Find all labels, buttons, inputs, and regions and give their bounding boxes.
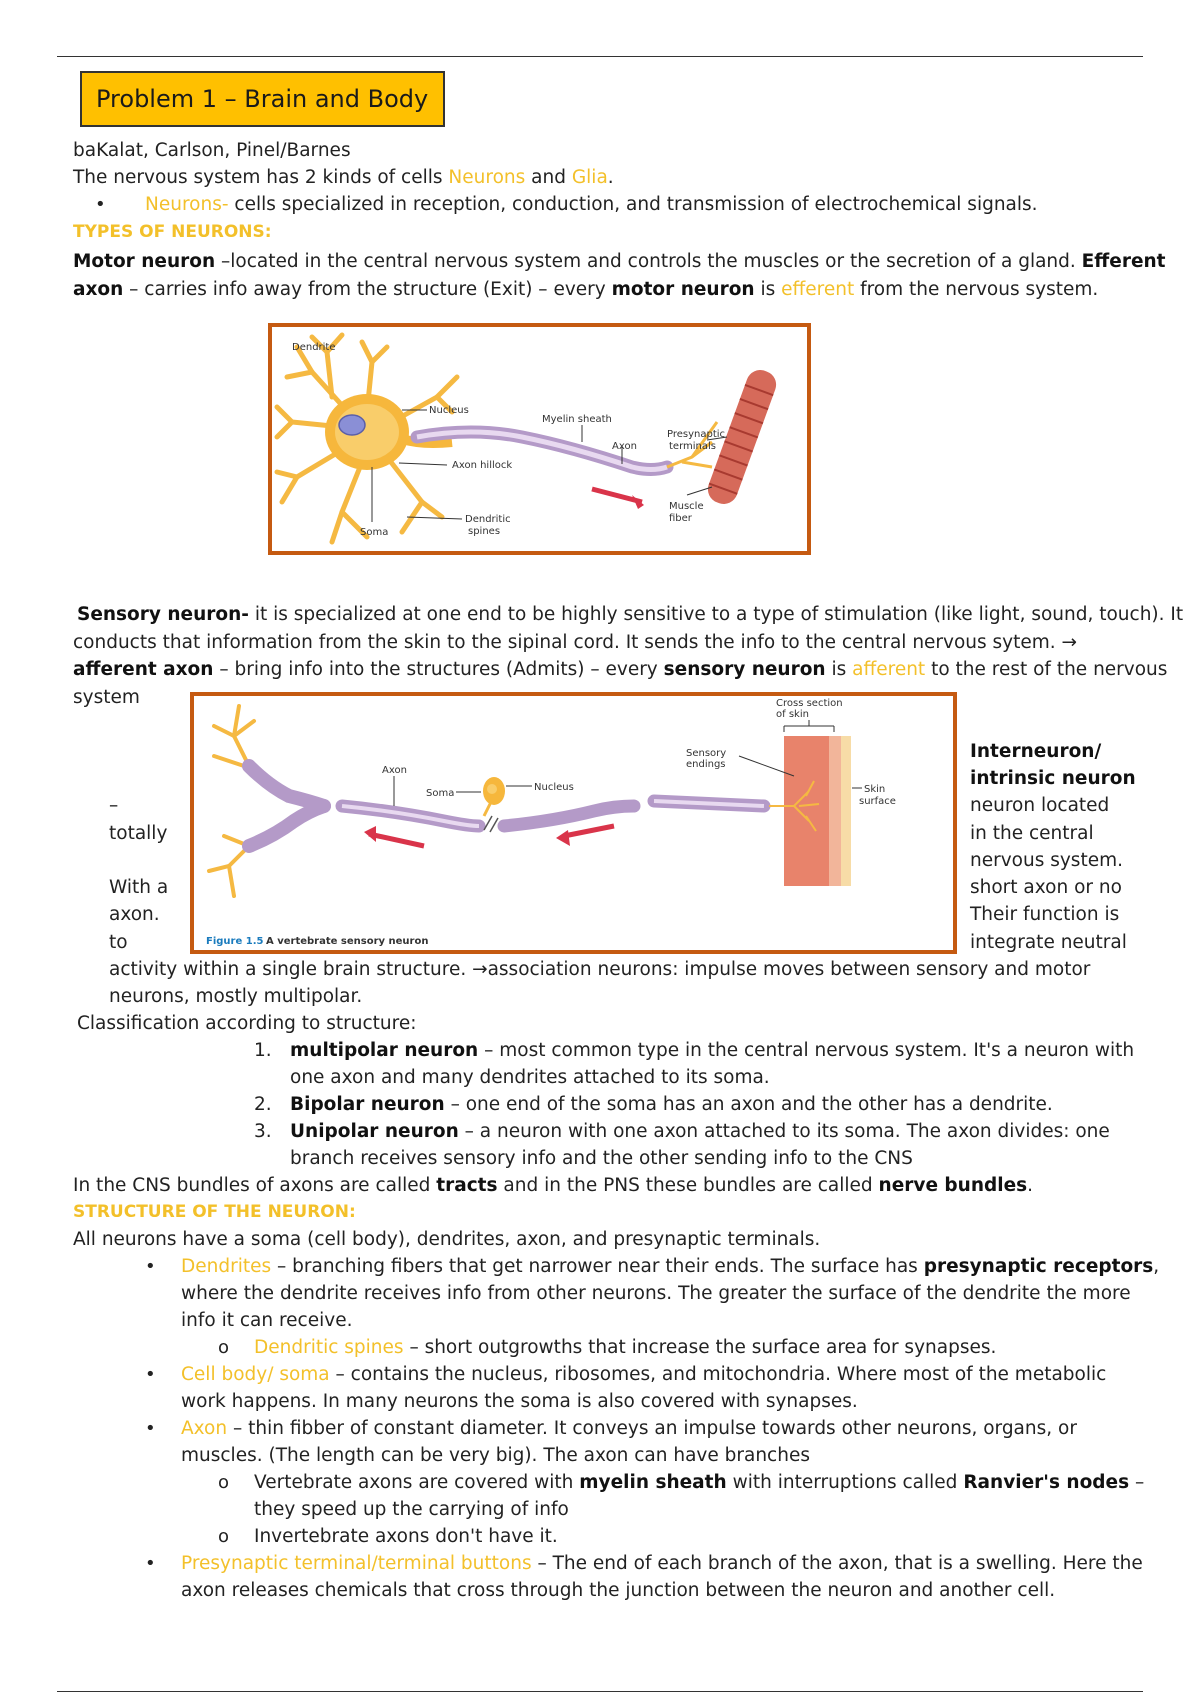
axon-line-1	[181, 1415, 1077, 1442]
inter-cont-2: neurons, mostly multipolar.	[109, 986, 363, 1007]
top-rule	[57, 56, 1143, 57]
inter-right-8: integrate neutral	[970, 932, 1127, 953]
tracts-t3: .	[1027, 1175, 1034, 1196]
neurons-text: cells specialized in reception, conduction, and transmission of electrochemical signals.	[228, 194, 1038, 215]
efferent-term: Efferent	[1081, 251, 1166, 272]
myelin-t3: –	[1129, 1472, 1145, 1493]
sensory-end: to the rest of the nervous	[925, 659, 1168, 680]
class-term-3: Unipolar neuron	[290, 1121, 459, 1142]
inter-left-2: totally	[109, 823, 168, 844]
myelin-t2: with interruptions called	[726, 1472, 964, 1493]
class-cont-1: one axon and many dendrites attached to its soma.	[290, 1067, 770, 1088]
spines-line	[254, 1334, 996, 1361]
label-axon: Axon	[612, 441, 637, 452]
motor-neuron-figure	[268, 323, 811, 555]
label-axon-2: Axon	[382, 765, 407, 776]
inter-right-4: in the central	[970, 823, 1094, 844]
label-muscle-1: Muscle	[669, 501, 704, 512]
label-myelin: Myelin sheath	[542, 414, 612, 425]
motor-neuron-illustration	[272, 327, 807, 551]
sub-bullet: o	[218, 1337, 230, 1358]
class-item-1	[290, 1037, 1134, 1064]
class-num-2: 2.	[254, 1094, 272, 1115]
label-sensory-2: endings	[686, 759, 726, 770]
intro-neurons: Neurons	[448, 167, 526, 188]
label-cross-2: of skin	[776, 709, 809, 720]
sub-bullet: o	[218, 1526, 230, 1547]
class-text-3: – a neuron with one axon attached to its soma. The axon divides: one	[458, 1121, 1110, 1142]
class-num-1: 1.	[254, 1040, 272, 1061]
afferent-axon-term: afferent axon	[73, 659, 214, 680]
bullet: •	[145, 1553, 156, 1574]
label-hillock: Axon hillock	[452, 460, 513, 471]
class-term-1: multipolar neuron	[290, 1040, 479, 1061]
label-spines-1: Dendritic	[465, 514, 511, 525]
tracts-b1: tracts	[436, 1175, 498, 1196]
label-soma: Soma	[360, 527, 389, 538]
axon-line-2: muscles. (The length can be very big). The axon can have branches	[181, 1445, 810, 1466]
sensory-neuron-term: sensory neuron	[663, 659, 826, 680]
soma-text: – contains the nucleus, ribosomes, and mitochondria. Where most of the metabolic	[329, 1364, 1107, 1385]
motor-neuron-term: motor neuron	[611, 279, 755, 300]
label-cross-1: Cross section	[776, 698, 843, 709]
tracts-b2: nerve bundles	[878, 1175, 1028, 1196]
myelin-b2: Ranvier's nodes	[963, 1472, 1130, 1493]
motor-line-2	[73, 276, 1098, 303]
soma-line-2: work happens. In many neurons the soma is also covered with synapses.	[181, 1391, 858, 1412]
inter-left-5: to	[109, 932, 128, 953]
neurons-term: Neurons-	[145, 194, 229, 215]
interneuron-title-1: Interneuron/	[970, 741, 1102, 762]
sensory-is: is	[825, 659, 853, 680]
sensory-text-3: – bring info into the structures (Admits) – every	[213, 659, 664, 680]
inter-left-4: axon.	[109, 904, 160, 925]
presyn-term: Presynaptic terminal/terminal buttons	[181, 1553, 532, 1574]
bullet: •	[95, 194, 106, 215]
dendrites-comma: ,	[1153, 1256, 1160, 1277]
spines-text: – short outgrowths that increase the surface area for synapses.	[403, 1337, 997, 1358]
page-title: Problem 1 – Brain and Body	[96, 85, 429, 113]
dendrites-line-2: where the dendrite receives info from other neurons. The greater the surface of the dendrite the more	[181, 1283, 1131, 1304]
bullet: •	[145, 1418, 156, 1439]
label-spines-2: spines	[468, 526, 501, 537]
class-item-2	[290, 1091, 1053, 1118]
inter-right-7: Their function is	[970, 904, 1120, 925]
bullet: •	[145, 1364, 156, 1385]
class-num-3: 3.	[254, 1121, 272, 1142]
presyn-text: – The end of each branch of the axon, that is a swelling. Here the	[531, 1553, 1143, 1574]
dendrites-line-1	[181, 1253, 1159, 1280]
invertebrate-line: Invertebrate axons don't have it.	[254, 1526, 558, 1547]
motor-line-1	[73, 248, 1166, 275]
tracts-line	[73, 1172, 1033, 1199]
label-soma-2: Soma	[426, 788, 455, 799]
label-skin-2: surface	[859, 796, 896, 807]
inter-left-3: With a	[109, 877, 169, 898]
class-term-2: Bipolar neuron	[290, 1094, 445, 1115]
inter-right-5: nervous system.	[970, 850, 1123, 871]
interneuron-title-2: intrinsic neuron	[970, 768, 1136, 789]
class-text-1: – most common type in the central nervous system. It's a neuron with	[478, 1040, 1135, 1061]
presyn-line-2: axon releases chemicals that cross through the junction between the neuron and another cell.	[181, 1580, 1056, 1601]
tracts-t1: In the CNS bundles of axons are called	[73, 1175, 437, 1196]
axon-struct-text: – thin fibber of constant diameter. It conveys an impulse towards other neurons, organs, or	[227, 1418, 1077, 1439]
sensory-line-2: conducts that information from the skin to the sipinal cord. It sends the info to the central nervous sytem. →	[73, 632, 1078, 653]
label-dendrite: Dendrite	[292, 342, 336, 353]
intro-and: and	[525, 167, 572, 188]
inter-right-6: short axon or no	[970, 877, 1122, 898]
inter-right-3: neuron located	[970, 795, 1110, 816]
myelin-line-1	[254, 1469, 1144, 1496]
soma-term: Cell body/ soma	[181, 1364, 330, 1385]
classification-heading: Classification according to structure:	[77, 1013, 417, 1034]
class-cont-3: branch receives sensory info and the other sending info to the CNS	[290, 1148, 913, 1169]
neurons-bullet	[145, 191, 1038, 218]
class-item-3	[290, 1118, 1110, 1145]
myelin-line-2: they speed up the carrying of info	[254, 1499, 569, 1520]
label-presyn-2: terminals	[669, 441, 716, 452]
label-sensory-1: Sensory	[686, 748, 727, 759]
dendrites-text: – branching fibers that get narrower near their ends. The surface has	[271, 1256, 924, 1277]
intro-glia: Glia	[571, 167, 608, 188]
bullet: •	[145, 1256, 156, 1277]
sensory-line-4: system	[73, 687, 140, 708]
tracts-t2: and in the PNS these bundles are called	[497, 1175, 879, 1196]
inter-left-1: –	[109, 795, 119, 816]
intro-pre: The nervous system has 2 kinds of cells	[73, 167, 449, 188]
authors-line: baKalat, Carlson, Pinel/Barnes	[73, 140, 351, 161]
efferent-hl: efferent	[781, 279, 855, 300]
types-heading: TYPES OF NEURONS:	[73, 222, 272, 242]
dendrites-line-3: info it can receive.	[181, 1310, 353, 1331]
myelin-t1: Vertebrate axons are covered with	[254, 1472, 580, 1493]
label-skin-1: Skin	[864, 784, 886, 795]
all-neurons-line: All neurons have a soma (cell body), dendrites, axon, and presynaptic terminals.	[73, 1229, 821, 1250]
label-presyn-1: Presynaptic	[667, 429, 726, 440]
label-nucleus: Nucleus	[429, 405, 469, 416]
figure-caption-text: A vertebrate sensory neuron	[266, 936, 429, 947]
presyn-receptors-term: presynaptic receptors	[923, 1256, 1154, 1277]
class-text-2: – one end of the soma has an axon and the other has a dendrite.	[444, 1094, 1053, 1115]
figure-caption-label: Figure 1.5	[206, 936, 264, 947]
motor-is: is	[754, 279, 782, 300]
title-box	[80, 71, 445, 127]
structure-heading: STRUCTURE OF THE NEURON:	[73, 1202, 356, 1222]
myelin-b1: myelin sheath	[579, 1472, 727, 1493]
intro-line	[73, 164, 614, 191]
afferent-hl: afferent	[852, 659, 926, 680]
axon-struct-term: Axon	[181, 1418, 228, 1439]
presyn-line-1	[181, 1550, 1143, 1577]
motor-text-2: – carries info away from the structure (Exit) – every	[123, 279, 612, 300]
spines-term: Dendritic spines	[254, 1337, 404, 1358]
bottom-rule	[57, 1691, 1143, 1692]
soma-line-1	[181, 1361, 1106, 1388]
motor-text: –located in the central nervous system and controls the muscles or the secretion of a gland.	[215, 251, 1082, 272]
dendrites-term: Dendrites	[181, 1256, 272, 1277]
sensory-term: Sensory neuron-	[77, 604, 249, 625]
sensory-line-1	[77, 601, 1183, 628]
sensory-line-3	[73, 656, 1167, 683]
inter-cont-1: activity within a single brain structure. →association neurons: impulse moves between sensory and motor	[109, 959, 1091, 980]
sub-bullet: o	[218, 1472, 230, 1493]
sensory-neuron-illustration	[194, 696, 953, 950]
label-nucleus-2: Nucleus	[534, 782, 574, 793]
label-muscle-2: fiber	[669, 513, 692, 524]
axon-term: axon	[73, 279, 124, 300]
intro-end: .	[607, 167, 614, 188]
sensory-text: it is specialized at one end to be highly sensitive to a type of stimulation (like light, sound, touch). It	[248, 604, 1184, 625]
sensory-neuron-figure	[190, 692, 957, 954]
motor-term: Motor neuron	[73, 251, 216, 272]
motor-end: from the nervous system.	[854, 279, 1099, 300]
